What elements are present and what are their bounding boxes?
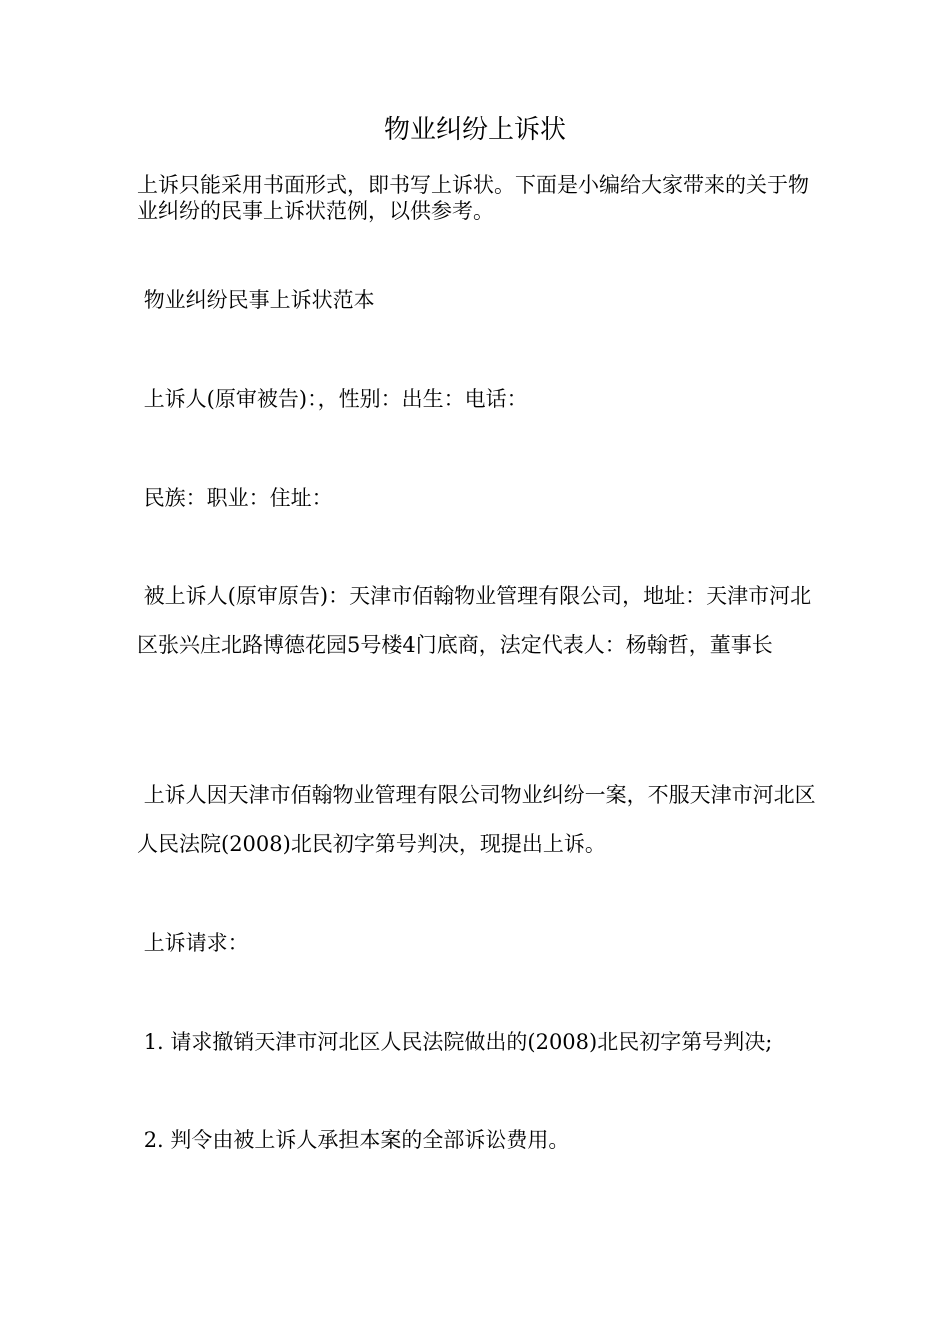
- requests-heading: [137, 919, 817, 968]
- request-item-text: 2. 判令由被上诉人承担本案的全部诉讼费用。: [143, 1128, 570, 1152]
- appellant-details-text: 民族：职业：住址：: [143, 486, 333, 510]
- case-statement-text: 上诉人因天津市佰翰物业管理有限公司物业纠纷一案，不服天津市河北区人民法院(2008)北民初字第号判决，现提出上诉。: [137, 783, 816, 856]
- sample-heading: [137, 276, 817, 325]
- requests-heading-text: 上诉请求：: [143, 931, 249, 955]
- document-title: 物业纠纷上诉状: [383, 115, 566, 145]
- sample-heading-text: 物业纠纷民事上诉状范本: [143, 288, 375, 312]
- intro-paragraph: 上诉只能采用书面形式，即书写上诉状。下面是小编给大家带来的关于物业纠纷的民事上诉状范例，以供参考。: [137, 173, 809, 223]
- appellee-text: 被上诉人(原审原告)：天津市佰翰物业管理有限公司，地址：天津市河北区张兴庄北路博德花园5号楼4门底商，法定代表人：杨翰哲，董事长: [137, 584, 812, 657]
- appellant-info-line: [137, 375, 817, 424]
- request-item: [137, 1116, 817, 1165]
- appellee-paragraph: [137, 572, 817, 670]
- request-item-text: 1. 请求撤销天津市河北区人民法院做出的(2008)北民初字第号判决;: [143, 1030, 773, 1054]
- appellant-details-line: [137, 474, 817, 523]
- request-item: [137, 1018, 817, 1067]
- appellant-info-text: 上诉人(原审被告)：，性别：出生：电话：: [143, 387, 528, 411]
- case-statement-paragraph: [137, 771, 817, 869]
